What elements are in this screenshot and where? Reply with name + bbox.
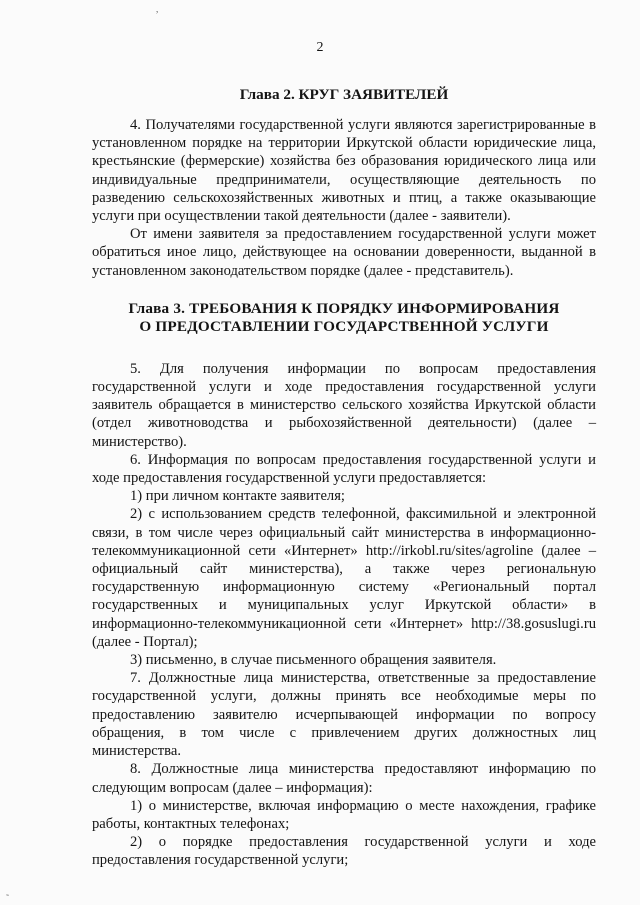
chapter-3-title [92,300,596,336]
paragraph-8-item-2: 2) о порядке предоставления государственной услуги и ходе предоставления государственной услуги; [92,834,596,869]
chapter-3-text [92,360,596,870]
document-body [92,86,596,870]
paragraph-4: 4. Получателями государственной услуги являются зарегистрированные в установленном порядке на территории Иркутской области юридические лица, крестьянские (фермерские) хозяйства без образования юридического лица или индивидуальные предприниматели, осуществляющие деятельность по разведению сельскохозяйственных животных и птиц, а также оказывающие услуги при осуществлении такой деятельности (далее - заявители). [92,117,596,225]
paragraph-8-item-1: 1) о министерстве, включая информацию о месте нахождения, графике работы, контактных телефонах; [92,797,596,832]
chapter-2-text [92,116,596,280]
scan-mark-top: , [156,4,159,14]
page-number: 2 [316,40,324,55]
chapter-3-title-line-2: О ПРЕДОСТАВЛЕНИИ ГОСУДАРСТВЕННОЙ УСЛУГИ [139,317,549,335]
chapter-2-title: Глава 2. КРУГ ЗАЯВИТЕЛЕЙ [239,86,449,103]
paragraph-6: 6. Информация по вопросам предоставления государственной услуги и ходе предоставления государственной услуги предоставляется: [92,451,596,487]
paragraph-7: 7. Должностные лица министерства, ответственные за предоставление государственной услуги, должны принять все необходимые меры по предоставлению заявителю исчерпывающей информации по вопросу обращения, в том числе с привлечением других должностных лиц министерства. [92,670,596,760]
paragraph-8: 8. Должностные лица министерства предоставляют информацию по следующим вопросам (далее – информация): [92,761,596,796]
paragraph-representative: От имени заявителя за предоставлением государственной услуги может обратиться иное лицо, действующее на основании доверенности, выданной в установленном законодательством порядке (далее - представитель). [92,226,596,279]
paragraph-6-item-2: 2) с использованием средств телефонной, факсимильной и электронной связи, в том числе через официальный сайт министерства в информационно-телекоммуникационной сети «Интернет» http://irkobl.ru/sites/agroline (далее – официальный сайт министерства), а также через региональную государственную информационную систему «Региональный портал государственных и муниципальных услуг Иркутской области» в информационно-телекоммуникационной сети «Интернет» http://38.gosuslugi.ru (далее - Портал); [92,506,596,650]
scan-mark-bottom: ˜ [6,893,9,903]
chapter-3-title-line-1: Глава 3. ТРЕБОВАНИЯ К ПОРЯДКУ ИНФОРМИРОВАНИЯ [128,299,560,317]
paragraph-6-item-3: 3) письменно, в случае письменного обращения заявителя. [130,652,497,669]
paragraph-5: 5. Для получения информации по вопросам предоставления государственной услуги и ходе предоставления государственной услуги заявитель обращается в министерство сельского хозяйства Иркутской области (отдел животноводства и рыбохозяйственной деятельности) (далее – министерство). [92,360,596,450]
paragraph-6-item-1: 1) при личном контакте заявителя; [130,488,345,505]
